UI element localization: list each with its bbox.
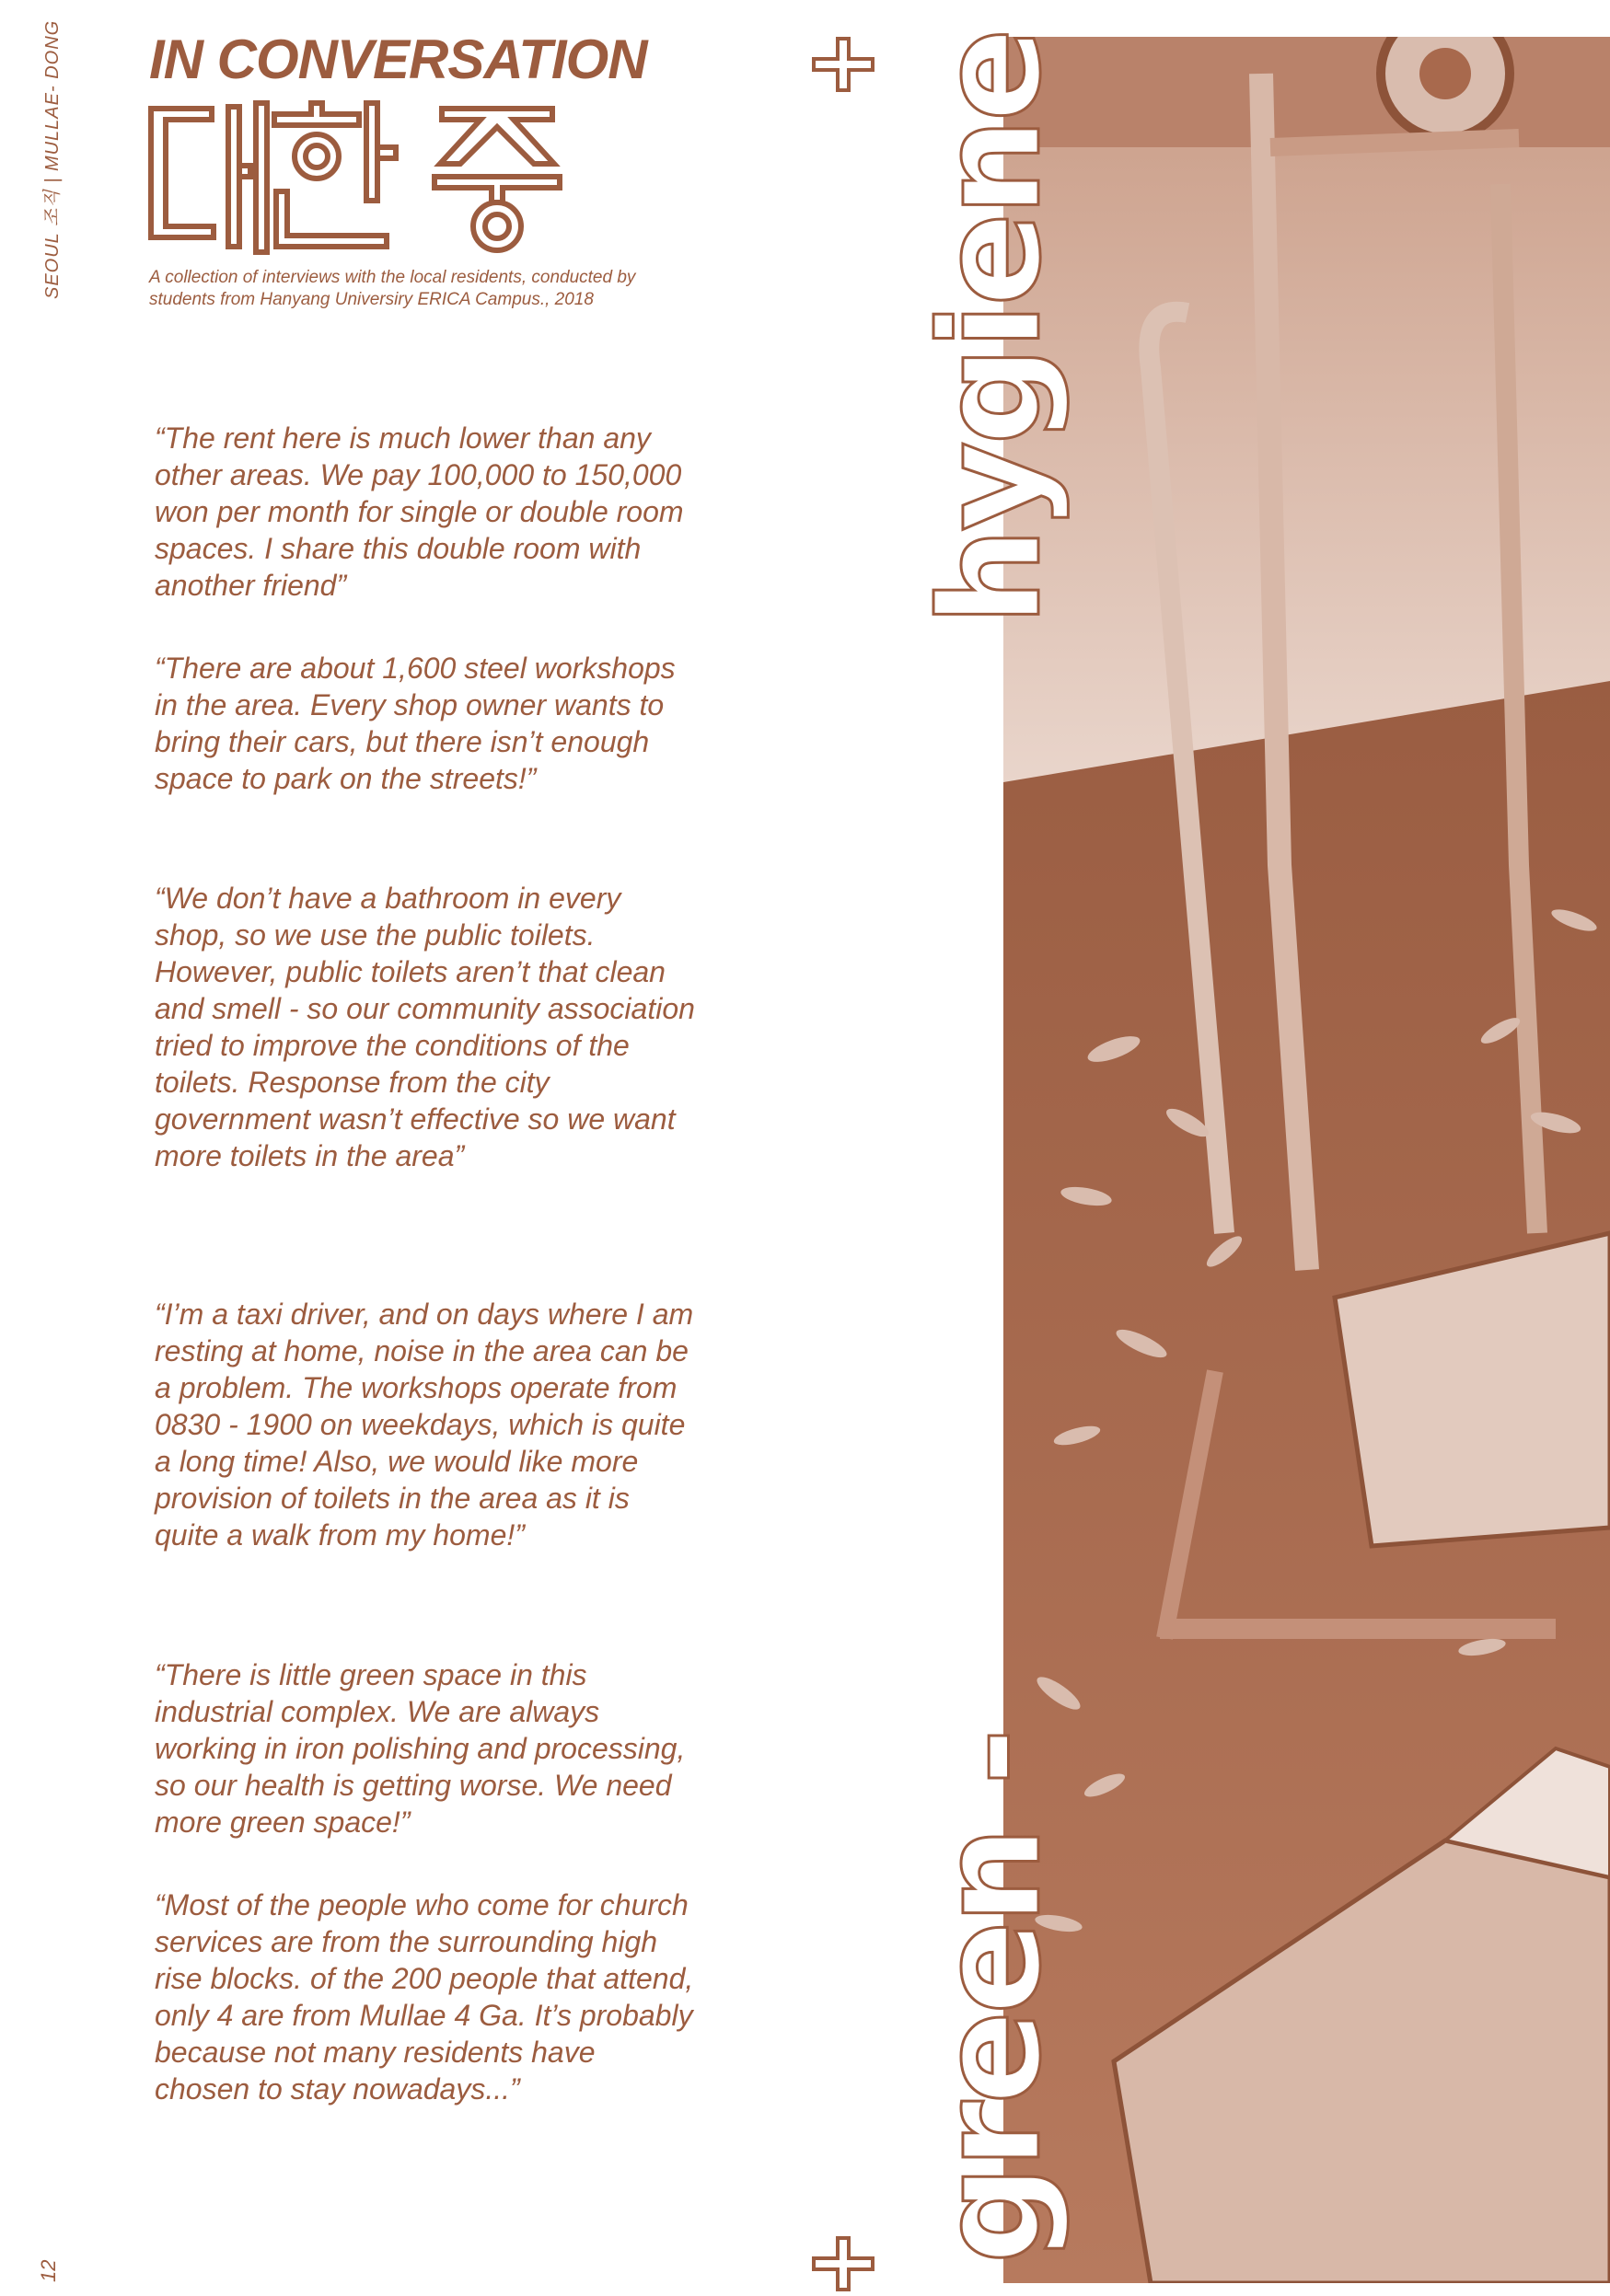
- vertical-word-hygiene: hygiene: [911, 31, 1071, 626]
- korean-title-logo: [147, 99, 700, 260]
- plus-icon: [810, 37, 876, 97]
- quote-church: “Most of the people who come for church services are from the surrounding high rise blocks. of the 200 people that attend, only 4 are from Mullae 4 Ga. It’s probably because not many residents have chosen to stay nowadays...”: [155, 1888, 694, 2106]
- quote-rent: “The rent here is much lower than any other areas. We pay 100,000 to 150,000 won per month for single or double room spaces. I share this double room with another friend”: [155, 421, 684, 602]
- plus-icon: [810, 2236, 876, 2296]
- quote-green-space: “There is little green space in this industrial complex. We are always working in iron polishing and processing, so our health is getting worse. We need more green space!”: [155, 1658, 686, 1839]
- page-title: IN CONVERSATION: [149, 29, 647, 90]
- subtitle: A collection of interviews with the local residents, conducted by students from Hanyang Universiry ERICA Campus., 2018: [149, 268, 636, 309]
- quote-workshops: “There are about 1,600 steel workshops in the area. Every shop owner wants to bring their cars, but there isn’t enough space to park on the streets!”: [155, 652, 676, 795]
- quote-toilets: “We don’t have a bathroom in every shop, so we use the public toilets. However, public toilets aren’t that clean and smell - so our community association tried to improve the conditions of the toilets. Response from the city government wasn’t effective so we want more toilets in the area”: [155, 882, 695, 1172]
- side-running-label: SEOUL 조직 | MULLAE- DONG: [42, 19, 63, 299]
- quote-taxi-driver: “I’m a taxi driver, and on days where I am resting at home, noise in the area can be a problem. The workshops operate from 0830 - 1900 on weekdays, which is quite a long time! Also, we would like more provision of toilets in the area as it is quite a walk from my home!”: [155, 1298, 694, 1552]
- page-number: 12: [37, 2259, 60, 2282]
- vertical-word-green: green -: [911, 1731, 1071, 2264]
- photo-hand-cart: [1003, 37, 1610, 2283]
